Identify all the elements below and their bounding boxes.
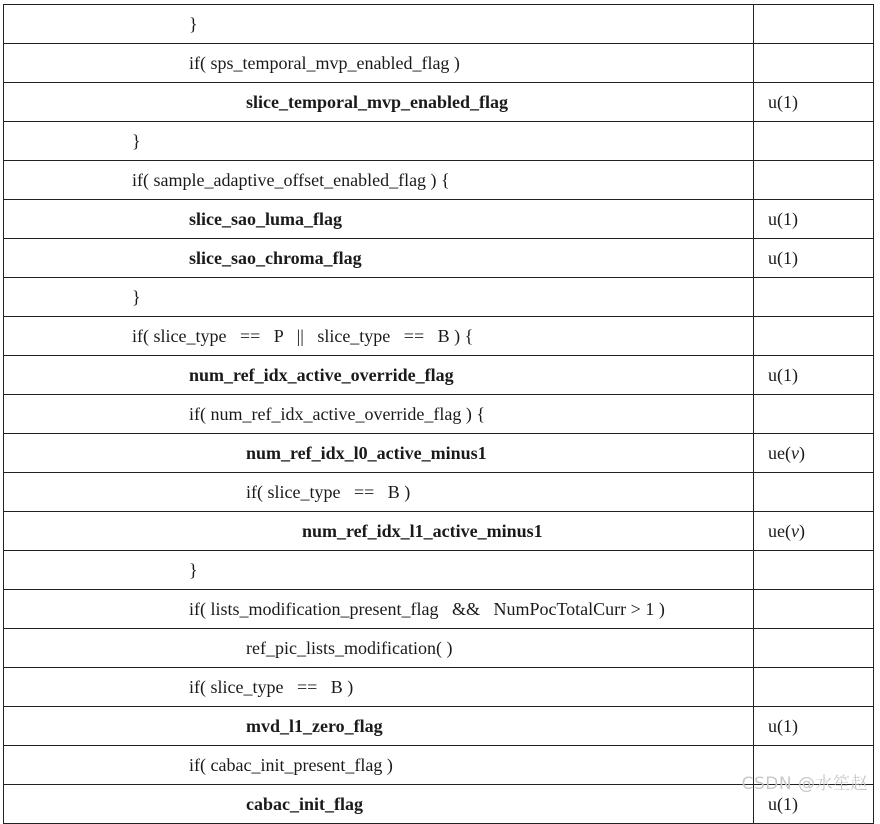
table-row (4, 278, 874, 317)
syntax-cell: if( cabac_init_present_flag ) (4, 746, 754, 785)
descriptor-cell: u(1) (754, 200, 874, 239)
descriptor-cell (754, 629, 874, 668)
syntax-cell: if( sample_adaptive_offset_enabled_flag ) { (4, 161, 754, 200)
table-row (4, 44, 874, 83)
syntax-cell: if( slice_type == B ) (4, 668, 754, 707)
syntax-element-cell: slice_temporal_mvp_enabled_flag (4, 83, 754, 122)
descriptor-cell (754, 551, 874, 590)
syntax-cell: if( slice_type == P || slice_type == B ) { (4, 317, 754, 356)
syntax-cell: if( slice_type == B ) (4, 473, 754, 512)
table-row (4, 317, 874, 356)
syntax-cell: if( lists_modification_present_flag && NumPocTotalCurr > 1 ) (4, 590, 754, 629)
syntax-element-cell: num_ref_idx_l0_active_minus1 (4, 434, 754, 473)
table-row (4, 707, 874, 746)
syntax-cell: ref_pic_lists_modification( ) (4, 629, 754, 668)
descriptor-text: ue(v) (768, 442, 805, 463)
table-row (4, 668, 874, 707)
table-row (4, 512, 874, 551)
syntax-element-cell: num_ref_idx_active_override_flag (4, 356, 754, 395)
table-row (4, 200, 874, 239)
descriptor-cell (754, 512, 874, 551)
descriptor-cell (754, 395, 874, 434)
syntax-cell: if( num_ref_idx_active_override_flag ) { (4, 395, 754, 434)
descriptor-cell (754, 590, 874, 629)
descriptor-cell (754, 161, 874, 200)
table-row (4, 434, 874, 473)
table-row (4, 395, 874, 434)
descriptor-cell: u(1) (754, 239, 874, 278)
descriptor-cell (754, 5, 874, 44)
syntax-cell: if( sps_temporal_mvp_enabled_flag ) (4, 44, 754, 83)
syntax-element-cell: slice_sao_chroma_flag (4, 239, 754, 278)
descriptor-cell (754, 122, 874, 161)
syntax-element-cell: num_ref_idx_l1_active_minus1 (4, 512, 754, 551)
table-row (4, 629, 874, 668)
syntax-element-cell: slice_sao_luma_flag (4, 200, 754, 239)
syntax-cell: } (4, 5, 754, 44)
descriptor-cell: u(1) (754, 785, 874, 824)
descriptor-cell: u(1) (754, 83, 874, 122)
descriptor-cell (754, 44, 874, 83)
table-row (4, 590, 874, 629)
table-row (4, 83, 874, 122)
syntax-cell: } (4, 278, 754, 317)
descriptor-text: ue(v) (768, 520, 805, 541)
descriptor-variable: v (790, 442, 799, 463)
descriptor-cell: u(1) (754, 707, 874, 746)
descriptor-cell (754, 434, 874, 473)
table-row (4, 122, 874, 161)
table-row (4, 161, 874, 200)
watermark: CSDN @水笙赵 (741, 774, 868, 794)
descriptor-cell (754, 668, 874, 707)
descriptor-variable: v (790, 520, 799, 541)
table-row (4, 551, 874, 590)
syntax-element-cell: cabac_init_flag (4, 785, 754, 824)
descriptor-cell (754, 473, 874, 512)
syntax-cell: } (4, 122, 754, 161)
descriptor-cell (754, 317, 874, 356)
syntax-element-cell: mvd_l1_zero_flag (4, 707, 754, 746)
table-row (4, 473, 874, 512)
table-row (4, 239, 874, 278)
descriptor-cell (754, 278, 874, 317)
table-row (4, 5, 874, 44)
table-row (4, 356, 874, 395)
descriptor-cell: u(1) (754, 356, 874, 395)
syntax-table (3, 4, 874, 824)
syntax-cell: } (4, 551, 754, 590)
